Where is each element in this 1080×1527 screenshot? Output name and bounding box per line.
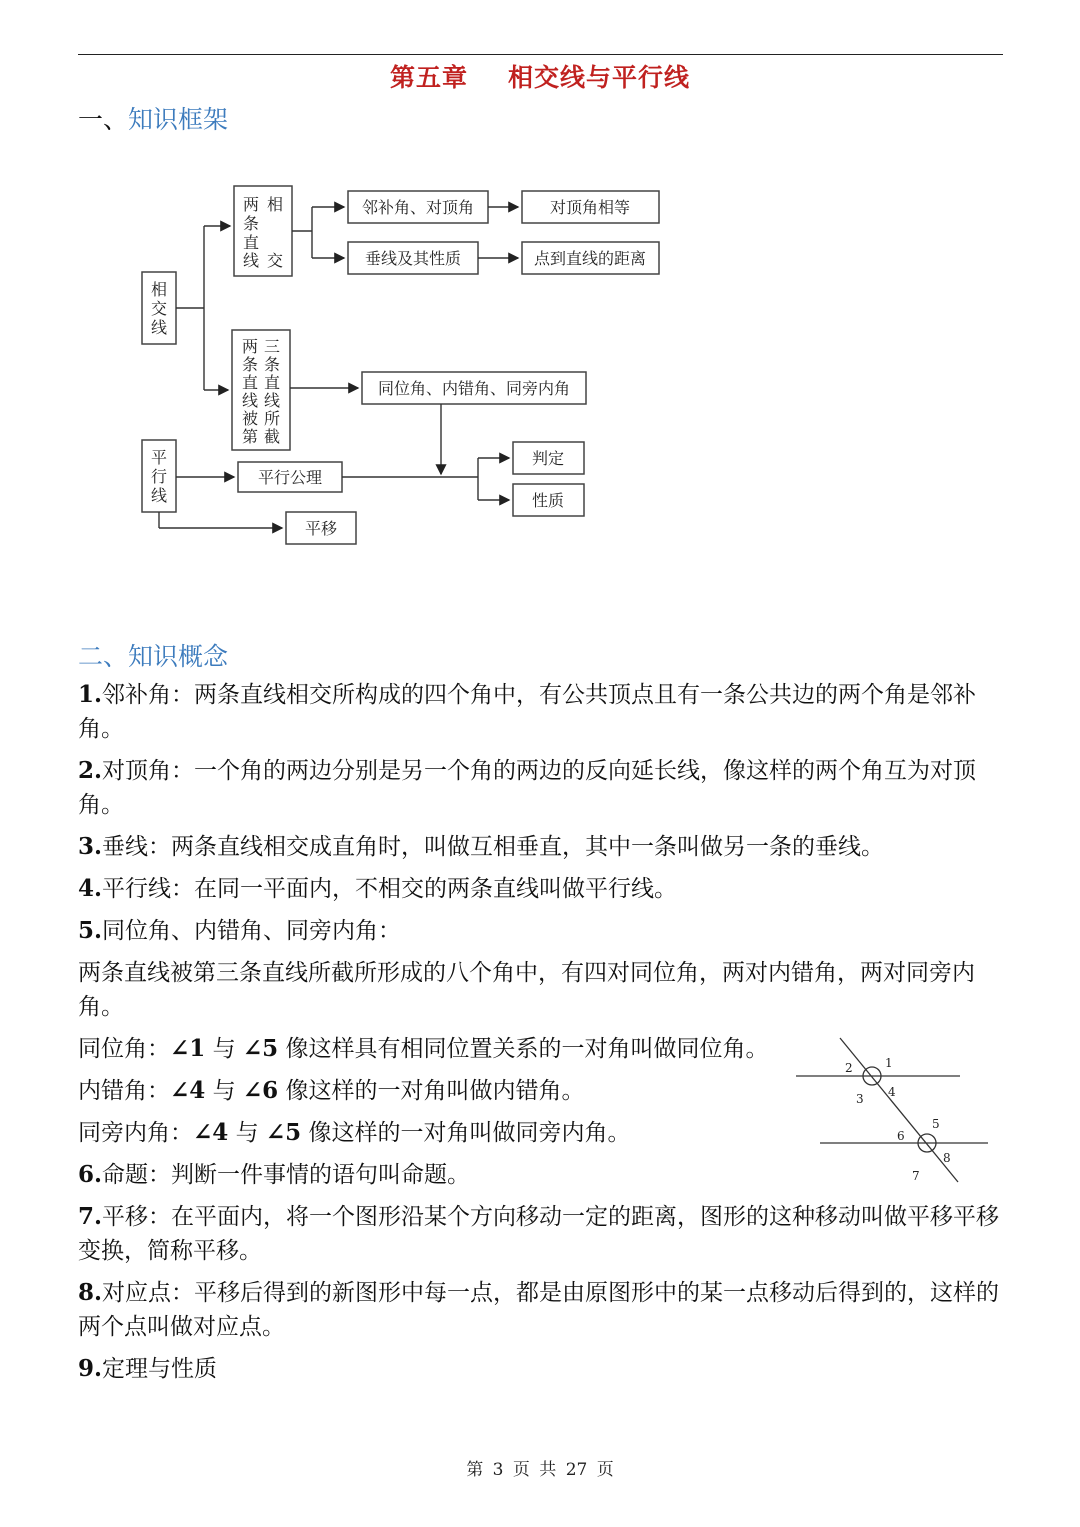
svg-text:5: 5: [932, 1117, 940, 1131]
section-heading-framework: 一、知识框架: [78, 105, 229, 134]
page-footer: 第 3 页 共 27 页: [466, 1460, 614, 1480]
chapter-title: [0, 58, 1080, 94]
box-vertical-equal: [522, 191, 659, 223]
concept-7: 7.平移：在平面内，将一个图形沿某个方向移动一定的距离，图形的这种移动叫做平移平移变换，简称平移。: [78, 1203, 1000, 1264]
box-judgment: [513, 442, 584, 474]
box-property: [513, 484, 584, 516]
svg-text:直: 直: [242, 233, 260, 252]
box-intersecting-lines: [142, 272, 176, 344]
svg-text:第: 第: [241, 427, 259, 446]
svg-text:相: 相: [266, 195, 284, 214]
svg-text:2: 2: [845, 1061, 853, 1075]
svg-text:截: 截: [263, 427, 281, 446]
concept-6: 6.命题：判断一件事情的语句叫命题。: [78, 1161, 471, 1188]
chapter-name: 相交线与平行线: [508, 63, 691, 92]
svg-text:8: 8: [943, 1151, 951, 1165]
chapter-number: 第五章: [389, 63, 468, 92]
label-parallel-axiom: 平行公理: [257, 468, 323, 487]
transversal-line: [840, 1038, 958, 1182]
label-point-line-distance: 点到直线的距离: [533, 249, 647, 268]
svg-text:4: 4: [888, 1085, 896, 1099]
svg-text:线: 线: [242, 251, 260, 270]
svg-text:直: 直: [263, 373, 281, 392]
box-parallel-lines: [142, 440, 176, 512]
concept-8: 8.对应点：平移后得到的新图形中每一点，都是由原图形中的某一点移动后得到的，这样的两个点叫做对应点。: [78, 1279, 1000, 1340]
def-corresponding-angles: 同位角：∠1 与 ∠5 像这样具有相同位置关系的一对角叫做同位角。: [78, 1035, 769, 1062]
svg-text:交: 交: [150, 299, 168, 318]
svg-text:被: 被: [241, 409, 259, 428]
svg-text:线: 线: [150, 486, 168, 505]
label-angle-types: 同位角、内错角、同旁内角: [377, 379, 571, 398]
top-rule: [78, 54, 1003, 55]
box-parallel-axiom: [238, 462, 342, 492]
label-adjacent-vertical: 邻补角、对顶角: [361, 198, 475, 217]
label-translation: 平移: [304, 519, 338, 538]
svg-text:7: 7: [912, 1169, 920, 1183]
svg-text:条: 条: [242, 214, 260, 233]
box-three-lines-cut: [232, 330, 290, 450]
svg-text:平: 平: [150, 448, 168, 467]
svg-text:行: 行: [150, 467, 168, 486]
concept-1: 1.邻补角：两条直线相交所构成的四个角中，有公共顶点且有一条公共边的两个角是邻补角。: [78, 681, 977, 742]
svg-text:3: 3: [856, 1092, 864, 1106]
def-alternate-interior-angles: 内错角：∠4 与 ∠6 像这样的一对角叫做内错角。: [78, 1077, 585, 1104]
svg-text:6: 6: [897, 1129, 905, 1143]
svg-text:所: 所: [263, 409, 281, 428]
svg-text:两: 两: [242, 195, 260, 214]
concept-3: 3.垂线：两条直线相交成直角时，叫做互相垂直，其中一条叫做另一条的垂线。: [78, 833, 885, 860]
concept-4: 4.平行线：在同一平面内，不相交的两条直线叫做平行线。: [78, 875, 678, 902]
label-judgment: 判定: [531, 449, 565, 468]
svg-text:交: 交: [266, 251, 284, 270]
label-intersecting-1: 相: [150, 280, 168, 299]
box-perpendicular: [348, 242, 478, 274]
def-same-side-interior-angles: 同旁内角：∠4 与 ∠5 像这样的一对角叫做同旁内角。: [78, 1119, 631, 1146]
svg-text:1: 1: [885, 1056, 893, 1070]
svg-text:条: 条: [241, 355, 259, 374]
svg-text:条: 条: [263, 355, 281, 374]
box-translation: [286, 512, 356, 544]
svg-text:线: 线: [150, 318, 168, 337]
section-heading-concepts: 二、知识概念: [78, 642, 229, 671]
label-vertical-equal: 对顶角相等: [549, 198, 631, 217]
svg-text:三: 三: [263, 337, 281, 356]
concept-9: 9.定理与性质: [78, 1355, 218, 1382]
svg-text:直: 直: [241, 373, 259, 392]
box-angle-types: [362, 372, 586, 404]
svg-text:线: 线: [241, 391, 259, 410]
parallel-lines-transversal-figure: [790, 1030, 1000, 1190]
box-adjacent-vertical: [348, 191, 488, 223]
box-point-line-distance: [522, 242, 659, 274]
svg-text:两: 两: [241, 337, 259, 356]
concept-5: 5.同位角、内错角、同旁内角：: [78, 917, 402, 944]
concept-2: 2.对顶角：一个角的两边分别是另一个角的两边的反向延长线，像这样的两个角互为对顶角。: [78, 757, 977, 818]
box-two-lines-intersect: [234, 186, 292, 276]
label-property: 性质: [531, 491, 565, 510]
label-perpendicular: 垂线及其性质: [364, 249, 462, 268]
angles-intro: 两条直线被第三条直线所截所形成的八个角中，有四对同位角，两对内错角，两对同旁内角。: [78, 960, 975, 1020]
svg-text:线: 线: [263, 391, 281, 410]
